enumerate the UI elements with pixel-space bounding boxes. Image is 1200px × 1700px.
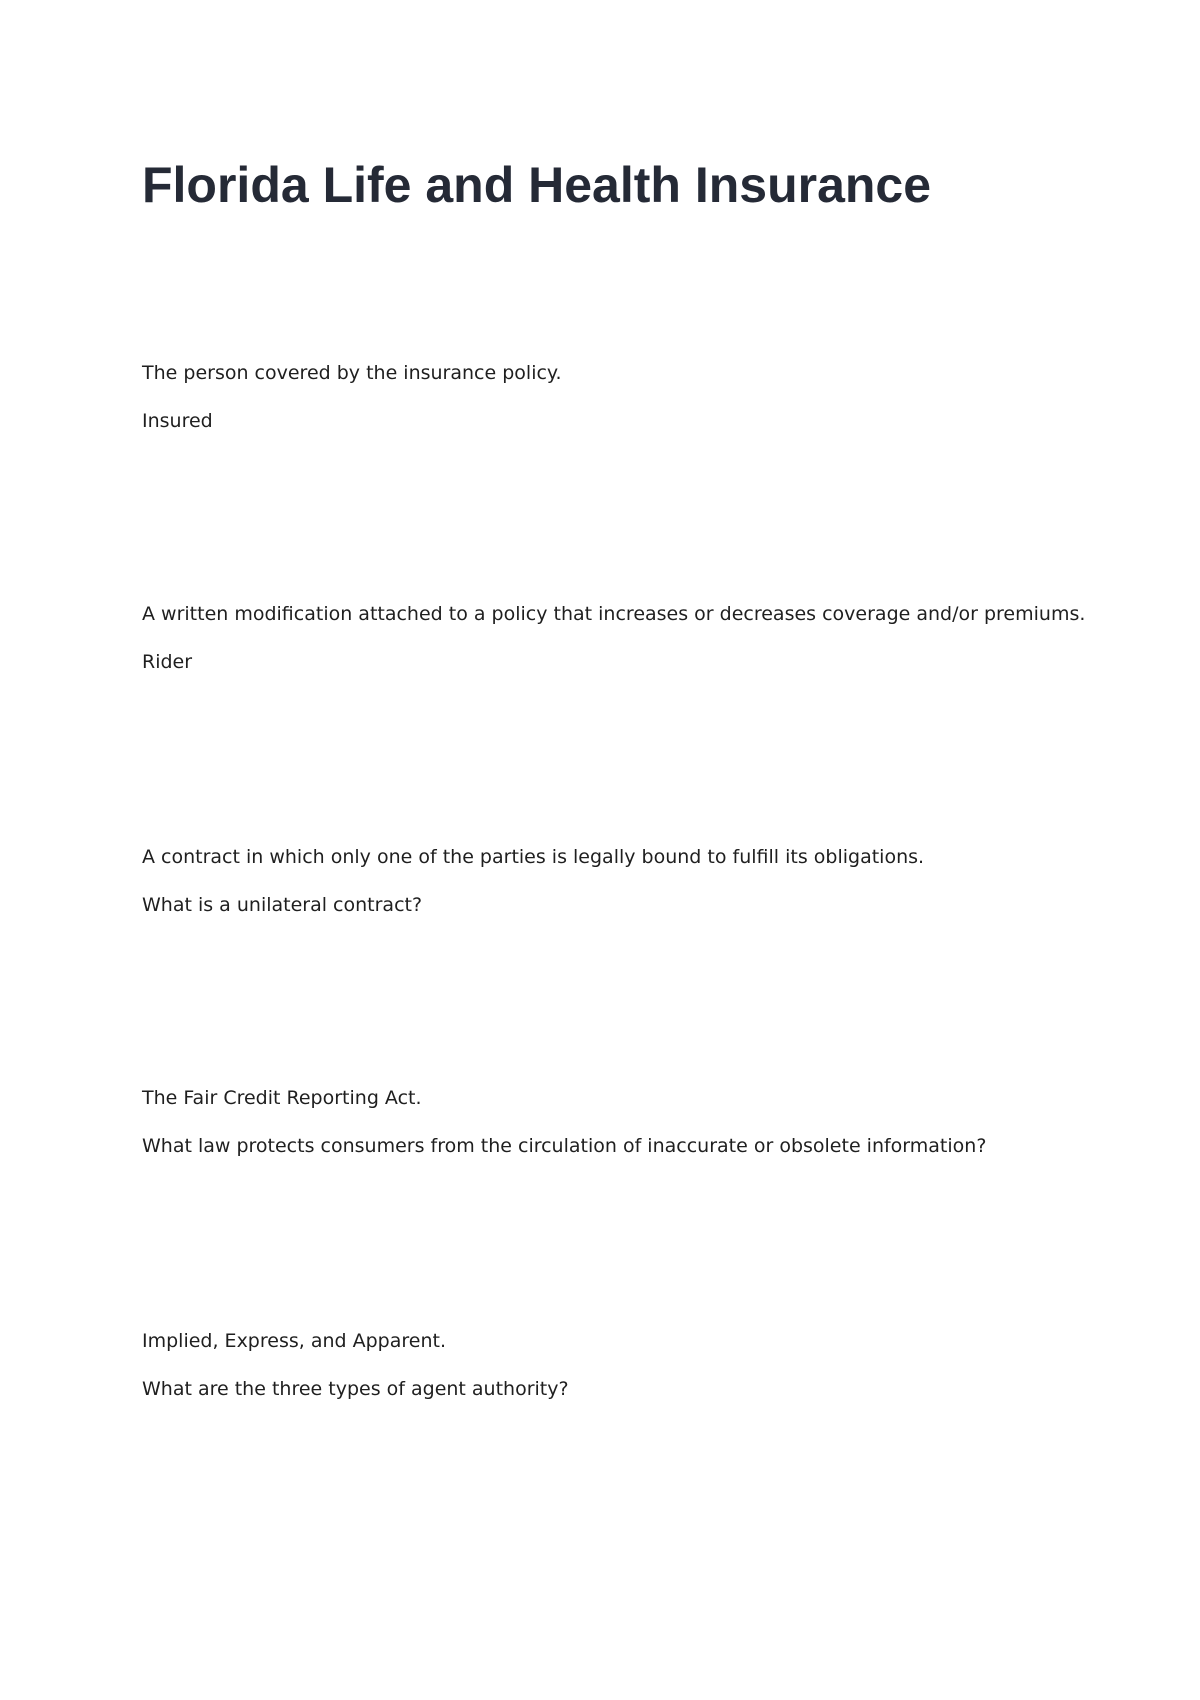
flashcard-definition: A contract in which only one of the parties is legally bound to fulfill its obligations. — [142, 846, 925, 868]
flashcard-term: What is a unilateral contract? — [142, 894, 423, 916]
flashcard-definition: The Fair Credit Reporting Act. — [142, 1087, 422, 1109]
flashcard-definition: Implied, Express, and Apparent. — [142, 1330, 446, 1352]
flashcard — [142, 1086, 1142, 1158]
document-title: Florida Life and Health Insurance — [142, 157, 932, 213]
flashcard — [142, 361, 1142, 433]
flashcard — [142, 602, 1142, 674]
flashcard-term: What are the three types of agent authority? — [142, 1378, 569, 1400]
flashcard-definition: A written modification attached to a policy that increases or decreases coverage and/or premiums. — [142, 603, 1086, 625]
flashcard-definition: The person covered by the insurance policy. — [142, 362, 562, 384]
flashcard-term: What law protects consumers from the circulation of inaccurate or obsolete information? — [142, 1135, 987, 1157]
flashcard-term: Rider — [142, 651, 193, 673]
flashcard — [142, 845, 1142, 917]
flashcard — [142, 1329, 1142, 1401]
flashcard-term: Insured — [142, 410, 213, 432]
